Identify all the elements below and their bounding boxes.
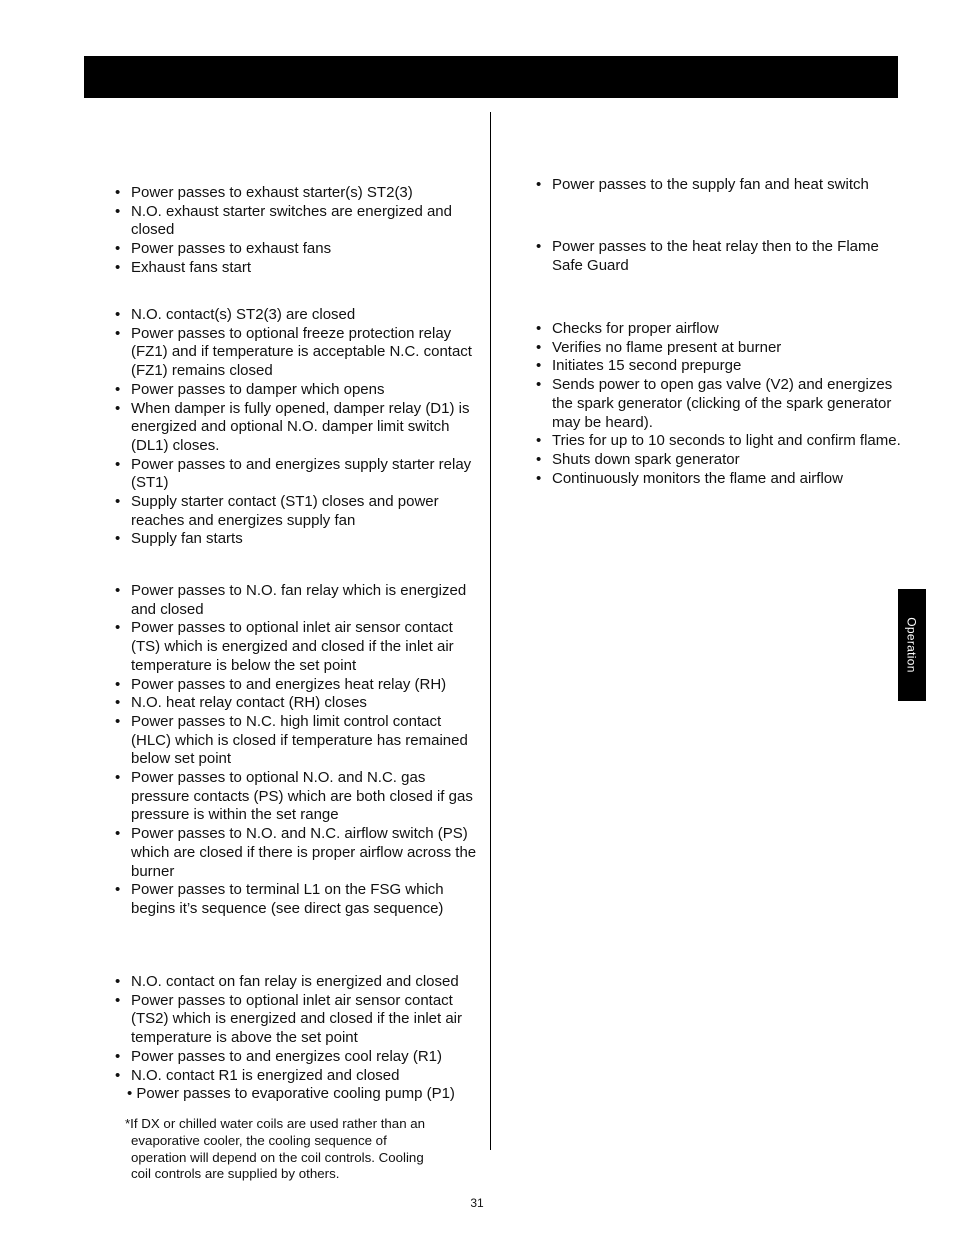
- list-item: • Continuously monitors the flame and airflow: [536, 470, 904, 489]
- list-item: • Verifies no flame present at burner: [536, 339, 904, 358]
- list-item: • Power passes to N.O. and N.C. airflow switch (PS) which are closed if there is proper airflow across the burner: [115, 825, 480, 881]
- list-item: • Initiates 15 second prepurge: [536, 357, 904, 376]
- list-item: • Power passes to and energizes supply starter relay (ST1): [115, 456, 480, 493]
- cooling-pump-bullet: • Power passes to evaporative cooling pump (P1): [127, 1085, 455, 1102]
- heating-sequence-list: [115, 582, 480, 919]
- header-bar: [84, 56, 898, 98]
- section-tab-label: Operation: [905, 617, 919, 673]
- section-tab: [898, 589, 926, 701]
- list-item: • Power passes to and energizes cool relay (R1): [115, 1048, 480, 1067]
- list-item: • Tries for up to 10 seconds to light and confirm flame.: [536, 432, 904, 451]
- list-item: • Power passes to N.C. high limit control contact (HLC) which is closed if temperature has remained below set point: [115, 713, 480, 769]
- exhaust-sequence-list: [115, 184, 480, 278]
- list-item: • Power passes to optional inlet air sensor contact (TS2) which is energized and closed if the inlet air temperature is above the set point: [115, 992, 480, 1048]
- list-item: • Sends power to open gas valve (V2) and energizes the spark generator (clicking of the spark generator may be heard).: [536, 376, 904, 432]
- flame-safe-guard-list: [536, 320, 904, 488]
- list-item: • Power passes to optional freeze protection relay (FZ1) and if temperature is acceptable N.C. contact (FZ1) remains closed: [115, 325, 480, 381]
- list-item: • Power passes to and energizes heat relay (RH): [115, 676, 480, 695]
- supply-sequence-list: [115, 306, 480, 549]
- list-item: • Power passes to damper which opens: [115, 381, 480, 400]
- page-number: 31: [470, 1196, 484, 1210]
- heat-relay-list: [536, 238, 904, 275]
- list-item: • N.O. exhaust starter switches are energized and closed: [115, 203, 480, 240]
- list-item: • Power passes to optional inlet air sensor contact (TS) which is energized and closed if the inlet air temperature is below the set point: [115, 619, 480, 675]
- list-item: • Exhaust fans start: [115, 259, 480, 278]
- list-item: • N.O. contact(s) ST2(3) are closed: [115, 306, 480, 325]
- list-item: • N.O. heat relay contact (RH) closes: [115, 694, 480, 713]
- footnote-line: *If DX or chilled water coils are used rather than an: [125, 1116, 426, 1131]
- list-item: • Supply starter contact (ST1) closes and power reaches and energizes supply fan: [115, 493, 480, 530]
- list-item: • Power passes to the supply fan and heat switch: [536, 176, 904, 195]
- list-item: • Power passes to the heat relay then to the Flame Safe Guard: [536, 238, 904, 275]
- heat-switch-list: [536, 176, 904, 195]
- list-item: • When damper is fully opened, damper relay (D1) is energized and optional N.O. damper limit switch (DL1) closes.: [115, 400, 480, 456]
- list-item: • N.O. contact R1 is energized and closed: [115, 1067, 480, 1086]
- list-item: • Shuts down spark generator: [536, 451, 904, 470]
- footnote-line: coil controls are supplied by others.: [131, 1166, 340, 1182]
- cooling-sequence-list: [115, 973, 480, 1085]
- list-item: • Power passes to optional N.O. and N.C. gas pressure contacts (PS) which are both closed if gas pressure is within the set range: [115, 769, 480, 825]
- list-item: • Power passes to terminal L1 on the FSG which begins it’s sequence (see direct gas sequence): [115, 881, 480, 918]
- footnote-line: operation will depend on the coil controls. Cooling: [131, 1149, 424, 1165]
- list-item: • Power passes to N.O. fan relay which is energized and closed: [115, 582, 480, 619]
- cooling-footnote: [125, 1116, 470, 1183]
- list-item: • Checks for proper airflow: [536, 320, 904, 339]
- list-item: • N.O. contact on fan relay is energized and closed: [115, 973, 480, 992]
- list-item: • Power passes to exhaust fans: [115, 240, 480, 259]
- list-item: • Supply fan starts: [115, 530, 480, 549]
- list-item: • Power passes to exhaust starter(s) ST2(3): [115, 184, 480, 203]
- footnote-line: evaporative cooler, the cooling sequence of: [131, 1132, 387, 1148]
- column-divider: [490, 112, 491, 1150]
